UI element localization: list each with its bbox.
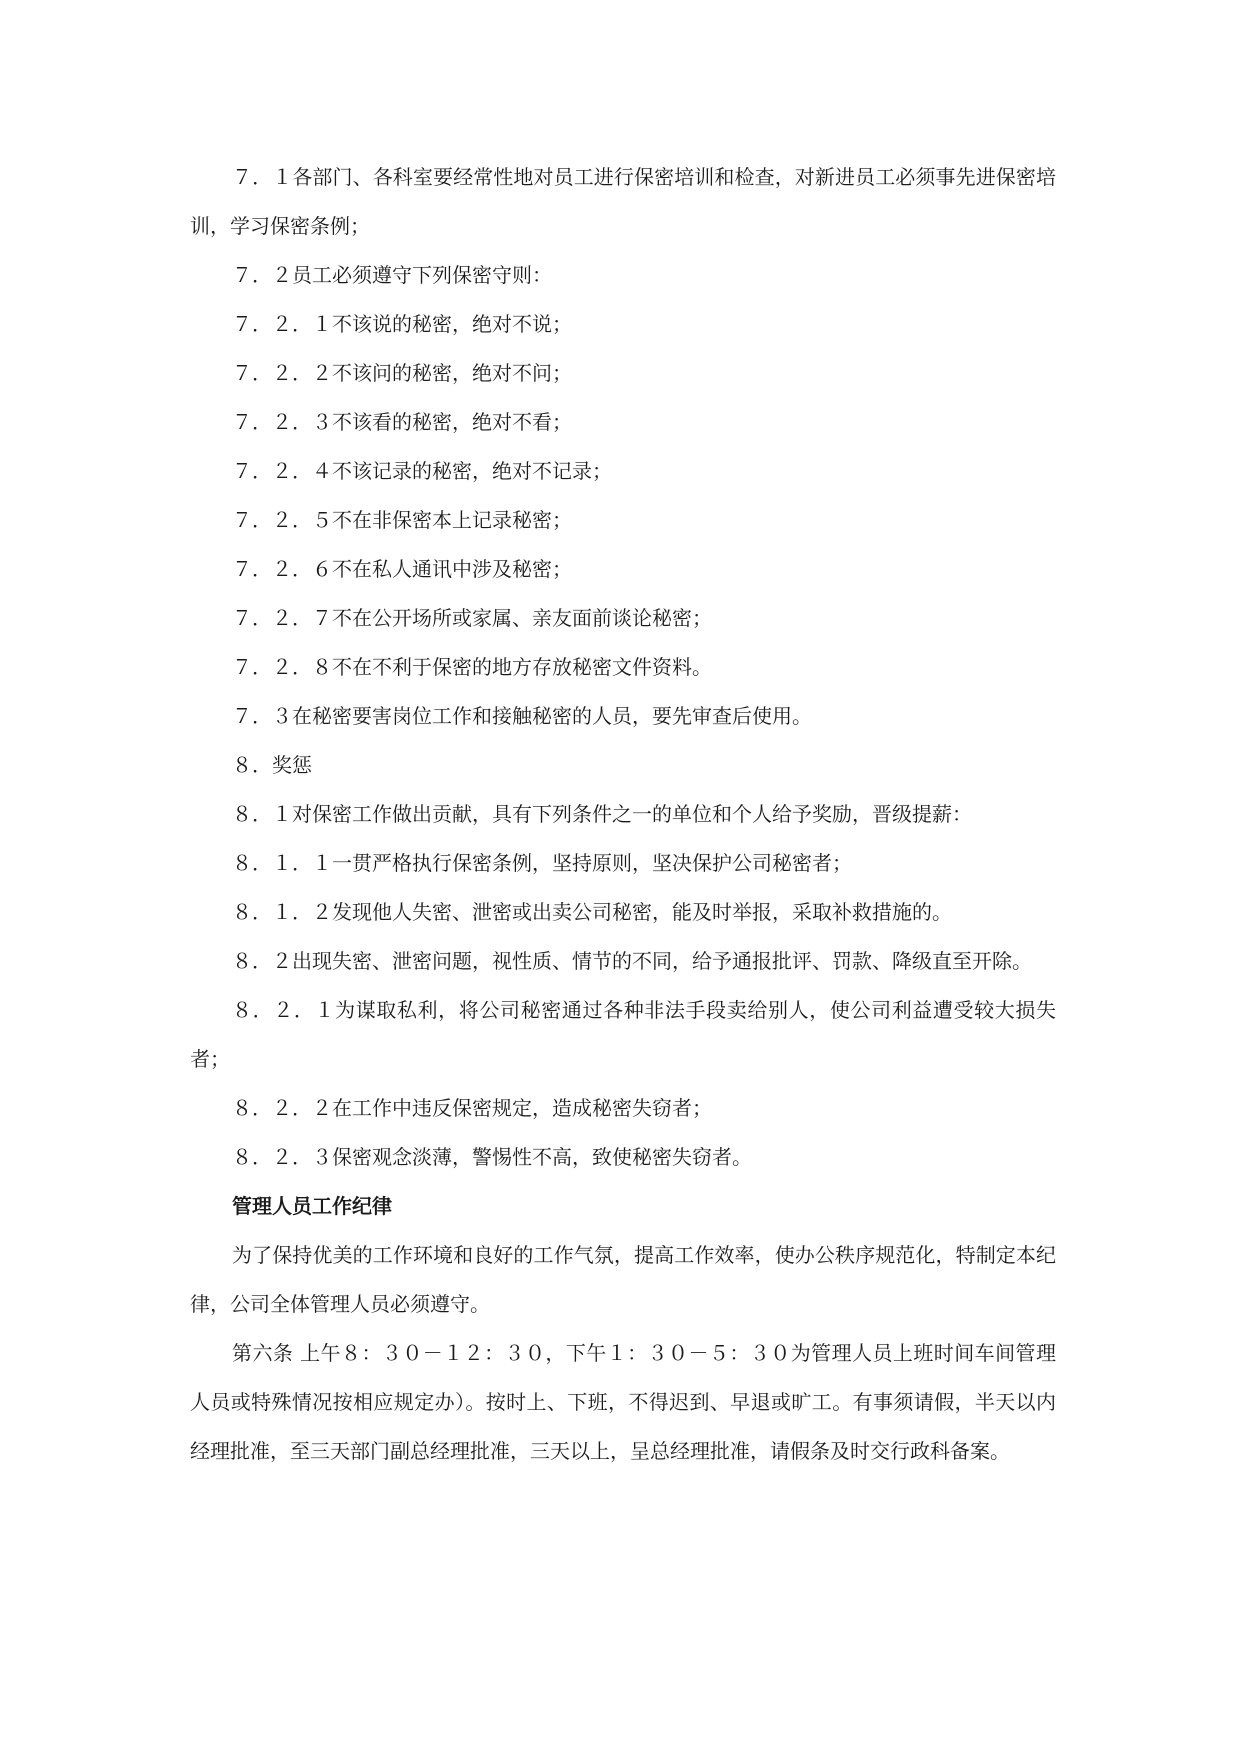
paragraph-8: ８．奖惩 [232, 753, 312, 777]
paragraph-7-2-2: ７．２．２不该问的秘密，绝对不问； [232, 361, 572, 385]
paragraph-7-2: ７．２员工必须遵守下列保密守则： [232, 263, 552, 287]
paragraph-7-2-1: ７．２．１不该说的秘密，绝对不说； [232, 312, 572, 336]
paragraph-8-1: ８．１对保密工作做出贡献，具有下列条件之一的单位和个人给予奖励，晋级提薪： [232, 802, 972, 826]
paragraph-7-1: ７．１各部门、各科室要经常性地对员工进行保密培训和检查，对新进员工必须事先进保密培训，学习保密条例； [190, 165, 1056, 238]
paragraph-8-1-2: ８．１．２发现他人失密、泄密或出卖公司秘密，能及时举报，采取补救措施的。 [232, 900, 952, 924]
paragraph-7-2-4: ７．２．４不该记录的秘密，绝对不记录； [232, 459, 612, 483]
paragraph-8-2-3: ８．２．３保密观念淡薄，警惕性不高，致使秘密失窃者。 [232, 1145, 752, 1169]
paragraph-7-2-6: ７．２．６不在私人通讯中涉及秘密； [232, 557, 572, 581]
paragraph-7-3: ７．３在秘密要害岗位工作和接触秘密的人员，要先审查后使用。 [232, 704, 812, 728]
paragraph-8-2-2: ８．２．２在工作中违反保密规定，造成秘密失窃者； [232, 1096, 712, 1120]
paragraph-7-2-5: ７．２．５不在非保密本上记录秘密； [232, 508, 572, 532]
document-body [190, 153, 1056, 1476]
paragraph-7-2-3: ７．２．３不该看的秘密，绝对不看； [232, 410, 572, 434]
paragraph-8-2: ８．２出现失密、泄密问题，视性质、情节的不同，给予通报批评、罚款、降级直至开除。 [232, 949, 1032, 973]
paragraph-7-2-8: ７．２．８不在不利于保密的地方存放秘密文件资料。 [232, 655, 712, 679]
paragraph-7-2-7: ７．２．７不在公开场所或家属、亲友面前谈论秘密； [232, 606, 712, 630]
section-heading: 管理人员工作纪律 [232, 1194, 392, 1218]
paragraph-article-6: 第六条 上午８：３０－１２：３０，下午１：３０－５：３０为管理人员上班时间车间管理人员或特殊情况按相应规定办）。按时上、下班，不得迟到、早退或旷工。有事须请假，半天以内经理批准，至三天部门副总经理批准，三天以上，呈总经理批准，请假条及时交行政科备案。 [190, 1341, 1056, 1463]
paragraph-8-1-1: ８．１．１一贯严格执行保密条例，坚持原则，坚决保护公司秘密者； [232, 851, 852, 875]
paragraph-discipline-intro: 为了保持优美的工作环境和良好的工作气氛，提高工作效率，使办公秩序规范化，特制定本纪律，公司全体管理人员必须遵守。 [190, 1243, 1056, 1316]
paragraph-8-2-1: ８．２．１为谋取私利，将公司秘密通过各种非法手段卖给别人，使公司利益遭受较大损失者； [190, 998, 1056, 1071]
